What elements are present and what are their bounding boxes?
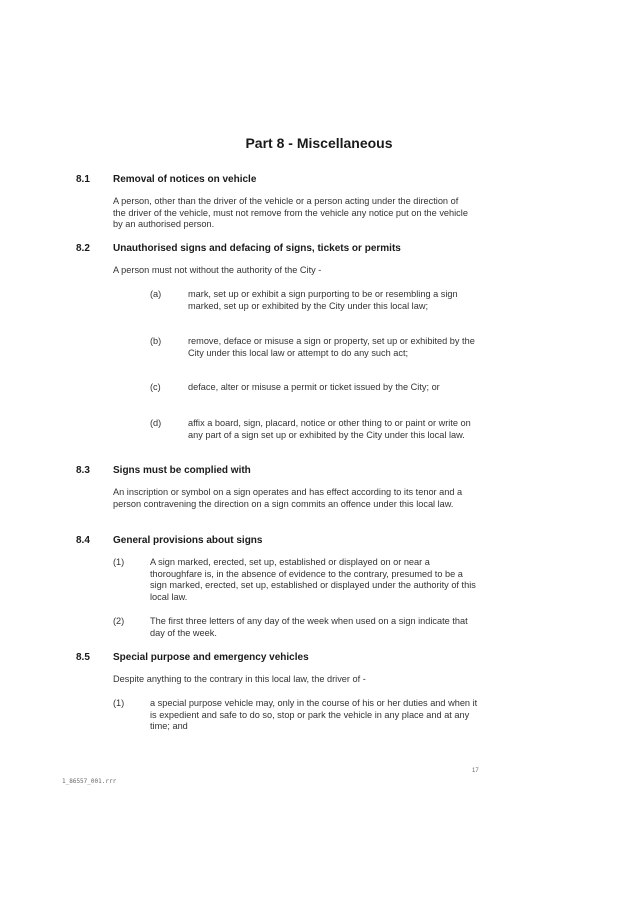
section-number: 8.1 — [76, 174, 90, 185]
list-item-text: affix a board, sign, placard, notice or other thing to or paint or write on any part of a sign set up or exhibited by the City under this local law. — [188, 418, 471, 440]
list-item-label: (c) — [150, 382, 161, 392]
section-body: An inscription or symbol on a sign operates and has effect according to its tenor and a person contravening the direction on a sign commits an offence under this local law. — [113, 487, 463, 509]
section-heading: Unauthorised signs and defacing of signs, tickets or permits — [113, 243, 401, 254]
list-item-label: (2) — [113, 616, 125, 626]
list-item-label: (1) — [113, 698, 125, 708]
list-item-text: The first three letters of any day of the week when used on a sign indicate that day of the week. — [150, 616, 468, 638]
page-number: 17 — [472, 768, 479, 774]
section-number: 8.3 — [76, 465, 90, 476]
list-item-label: (b) — [150, 336, 162, 346]
section-body: A person must not without the authority of the City - — [113, 265, 322, 275]
section-number: 8.5 — [76, 652, 90, 663]
list-item-text: deface, alter or misuse a permit or ticket issued by the City; or — [188, 382, 440, 392]
list-item-label: (d) — [150, 418, 162, 428]
section-number: 8.4 — [76, 535, 90, 546]
list-item-text: remove, deface or misuse a sign or property, set up or exhibited by the City under this local law or attempt to do any such act; — [188, 336, 475, 358]
section-body: A person, other than the driver of the vehicle or a person acting under the direction of the driver of the vehicle, must not remove from the vehicle any notice put on the vehicle by an authorised person. — [113, 196, 468, 229]
list-item-text: mark, set up or exhibit a sign purporting to be or resembling a sign marked, set up or exhibited by the City under this local law; — [188, 289, 458, 311]
section-number: 8.2 — [76, 243, 90, 254]
list-item-label: (1) — [113, 557, 125, 567]
list-item-label: (a) — [150, 289, 162, 299]
list-item-text: A sign marked, erected, set up, established or displayed on or near a thoroughfare is, in the absence of evidence to the contrary, presumed to be a sign marked, erected, set up, established or displayed under the authority of this local law. — [150, 557, 476, 602]
section-heading: Signs must be complied with — [113, 465, 251, 476]
page-title: Part 8 - Miscellaneous — [245, 135, 393, 151]
section-heading: General provisions about signs — [113, 535, 263, 546]
document-code: 1_86557_001.rrr — [62, 778, 117, 785]
section-heading: Removal of notices on vehicle — [113, 174, 257, 185]
list-item-text: a special purpose vehicle may, only in the course of his or her duties and when it is expedient and safe to do so, stop or park the vehicle in any place and at any time; and — [150, 698, 478, 731]
section-heading: Special purpose and emergency vehicles — [113, 652, 309, 663]
section-body: Despite anything to the contrary in this local law, the driver of - — [113, 674, 366, 684]
